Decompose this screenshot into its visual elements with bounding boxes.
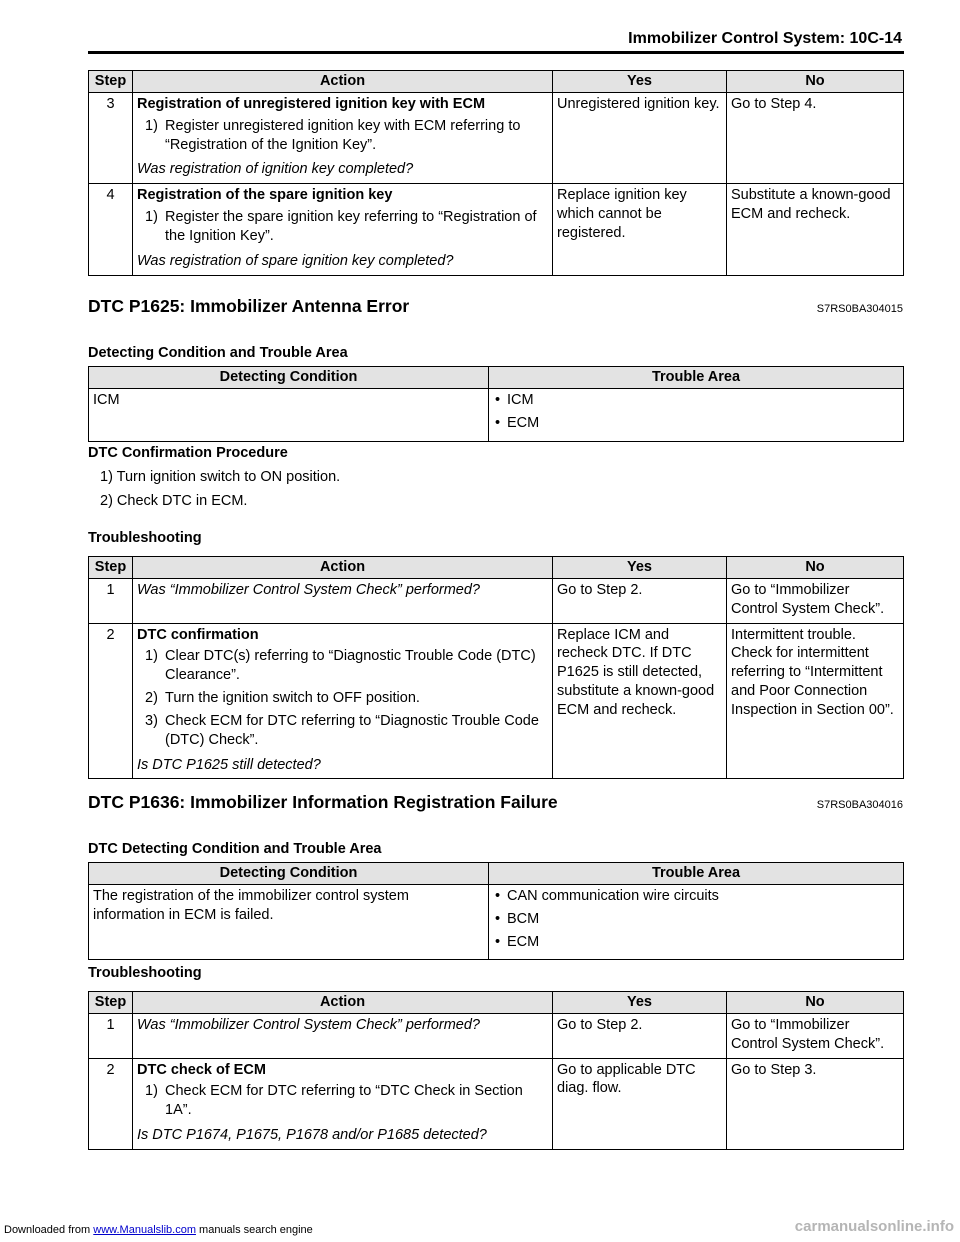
list-item: • CAN communication wire circuits [493, 887, 899, 906]
table-header-row [89, 367, 904, 389]
step-number: 1 [89, 578, 133, 623]
area-cell [489, 388, 904, 441]
no-cell: Go to Step 4. [727, 92, 904, 183]
section-title-p1625: DTC P1625: Immobilizer Antenna Error S7RS0BA304015 [88, 296, 903, 316]
col-action: Action [133, 557, 553, 579]
col-no: No [727, 71, 904, 93]
no-cell: Intermittent trouble. Check for intermittent referring to “Intermittent and Poor Connection Inspection in Section 00”. [727, 623, 904, 779]
section-title-p1636: DTC P1636: Immobilizer Information Registration Failure S7RS0BA304016 [88, 792, 903, 812]
step-number: 2 [89, 623, 133, 779]
action-title: Registration of the spare ignition key [137, 187, 393, 204]
detect-table-p1636 [88, 862, 904, 960]
col-yes: Yes [553, 71, 727, 93]
list-item: 2) Check DTC in ECM. [100, 493, 248, 509]
col-no: No [727, 992, 904, 1014]
table-row [89, 884, 904, 960]
table-header-row [89, 557, 904, 579]
action-item: 1) Register the spare ignition key referring to “Registration of the Ignition Key”. [145, 209, 537, 244]
col-action: Action [133, 71, 553, 93]
condition-cell: The registration of the immobilizer control system information in ECM is failed. [89, 884, 489, 960]
no-cell: Go to “Immobilizer Control System Check”. [727, 578, 904, 623]
yes-cell: Go to Step 2. [553, 578, 727, 623]
detect-heading: Detecting Condition and Trouble Area [88, 345, 348, 361]
section-code: S7RS0BA304016 [816, 799, 903, 811]
col-yes: Yes [553, 992, 727, 1014]
no-cell: Go to “Immobilizer Control System Check”. [727, 1013, 904, 1058]
col-step: Step [89, 992, 133, 1014]
table-header-row [89, 71, 904, 93]
col-trouble-area: Trouble Area [489, 367, 904, 389]
col-detecting-condition: Detecting Condition [89, 367, 489, 389]
action-title: DTC check of ECM [137, 1061, 266, 1078]
top-troubleshooting-table [88, 70, 904, 276]
list-item: • BCM [493, 910, 899, 929]
manualslib-link[interactable]: www.Manualslib.com [93, 1224, 196, 1236]
action-question: Was registration of spare ignition key completed? [137, 252, 454, 269]
col-detecting-condition: Detecting Condition [89, 863, 489, 885]
action-item: 1) Check ECM for DTC referring to “DTC Check in Section 1A”. [145, 1083, 523, 1119]
table-header-row [89, 863, 904, 885]
action-question: Was “Immobilizer Control System Check” performed? [137, 581, 480, 598]
col-step: Step [89, 71, 133, 93]
step-number: 1 [89, 1013, 133, 1058]
col-yes: Yes [553, 557, 727, 579]
list-item: • ECM [493, 414, 899, 433]
no-cell: Go to Step 3. [727, 1058, 904, 1149]
action-cell [133, 1013, 553, 1058]
list-item: • ICM [493, 391, 899, 410]
table-row [89, 1058, 904, 1149]
section-code: S7RS0BA304015 [816, 303, 903, 315]
action-question: Is DTC P1625 still detected? [137, 756, 321, 773]
table-row [89, 1013, 904, 1058]
troubleshooting-heading: Troubleshooting [88, 530, 202, 546]
footer-watermark: carmanualsonline.info [794, 1218, 954, 1235]
yes-cell: Replace ICM and recheck DTC. If DTC P1625 is still detected, substitute a known-good ECM and recheck. [553, 623, 727, 779]
col-action: Action [133, 992, 553, 1014]
action-cell [133, 623, 553, 779]
yes-cell: Go to applicable DTC diag. flow. [553, 1058, 727, 1149]
table-header-row [89, 992, 904, 1014]
action-cell [133, 92, 553, 183]
action-title: Registration of unregistered ignition key with ECM [137, 95, 486, 112]
action-title: DTC confirmation [137, 626, 259, 643]
confirm-steps [100, 465, 340, 513]
page-header-title: Immobilizer Control System: 10C-14 [628, 30, 902, 47]
yes-cell: Go to Step 2. [553, 1013, 727, 1058]
list-item: • ECM [493, 933, 899, 952]
col-no: No [727, 557, 904, 579]
action-cell [133, 578, 553, 623]
table-row [89, 388, 904, 441]
table-row [89, 92, 904, 183]
detect-heading: DTC Detecting Condition and Trouble Area [88, 841, 382, 857]
table-row [89, 578, 904, 623]
yes-cell: Replace ignition key which cannot be registered. [553, 184, 727, 275]
action-cell [133, 1058, 553, 1149]
table-row [89, 184, 904, 275]
action-item: 1) Register unregistered ignition key with ECM referring to “Registration of the Ignition Key”. [145, 117, 521, 153]
action-question: Is DTC P1674, P1675, P1678 and/or P1685 detected? [137, 1127, 487, 1144]
footer-download-note: Downloaded from www.Manualslib.com manuals search engine [4, 1224, 313, 1236]
action-item: 3) Check ECM for DTC referring to “Diagnostic Trouble Code (DTC) Check”. [145, 712, 539, 748]
troubleshooting-table-p1625 [88, 556, 904, 779]
area-cell [489, 884, 904, 960]
yes-cell: Unregistered ignition key. [553, 92, 727, 183]
troubleshooting-heading: Troubleshooting [88, 965, 202, 981]
confirm-heading: DTC Confirmation Procedure [88, 445, 288, 461]
action-question: Was “Immobilizer Control System Check” performed? [137, 1016, 480, 1033]
col-trouble-area: Trouble Area [489, 863, 904, 885]
troubleshooting-table-p1636 [88, 991, 904, 1150]
step-number: 3 [89, 92, 133, 183]
col-step: Step [89, 557, 133, 579]
action-item: 1) Clear DTC(s) referring to “Diagnostic Trouble Code (DTC) Clearance”. [145, 648, 536, 684]
action-cell [133, 184, 553, 275]
no-cell: Substitute a known-good ECM and recheck. [727, 184, 904, 275]
action-question: Was registration of ignition key completed? [137, 161, 414, 178]
action-item: 2) Turn the ignition switch to OFF position. [145, 690, 420, 707]
table-row [89, 623, 904, 779]
step-number: 4 [89, 184, 133, 275]
step-number: 2 [89, 1058, 133, 1149]
detect-table-p1625 [88, 366, 904, 442]
list-item: 1) Turn ignition switch to ON position. [100, 469, 341, 485]
condition-cell: ICM [89, 388, 489, 441]
header-rule [88, 51, 904, 54]
